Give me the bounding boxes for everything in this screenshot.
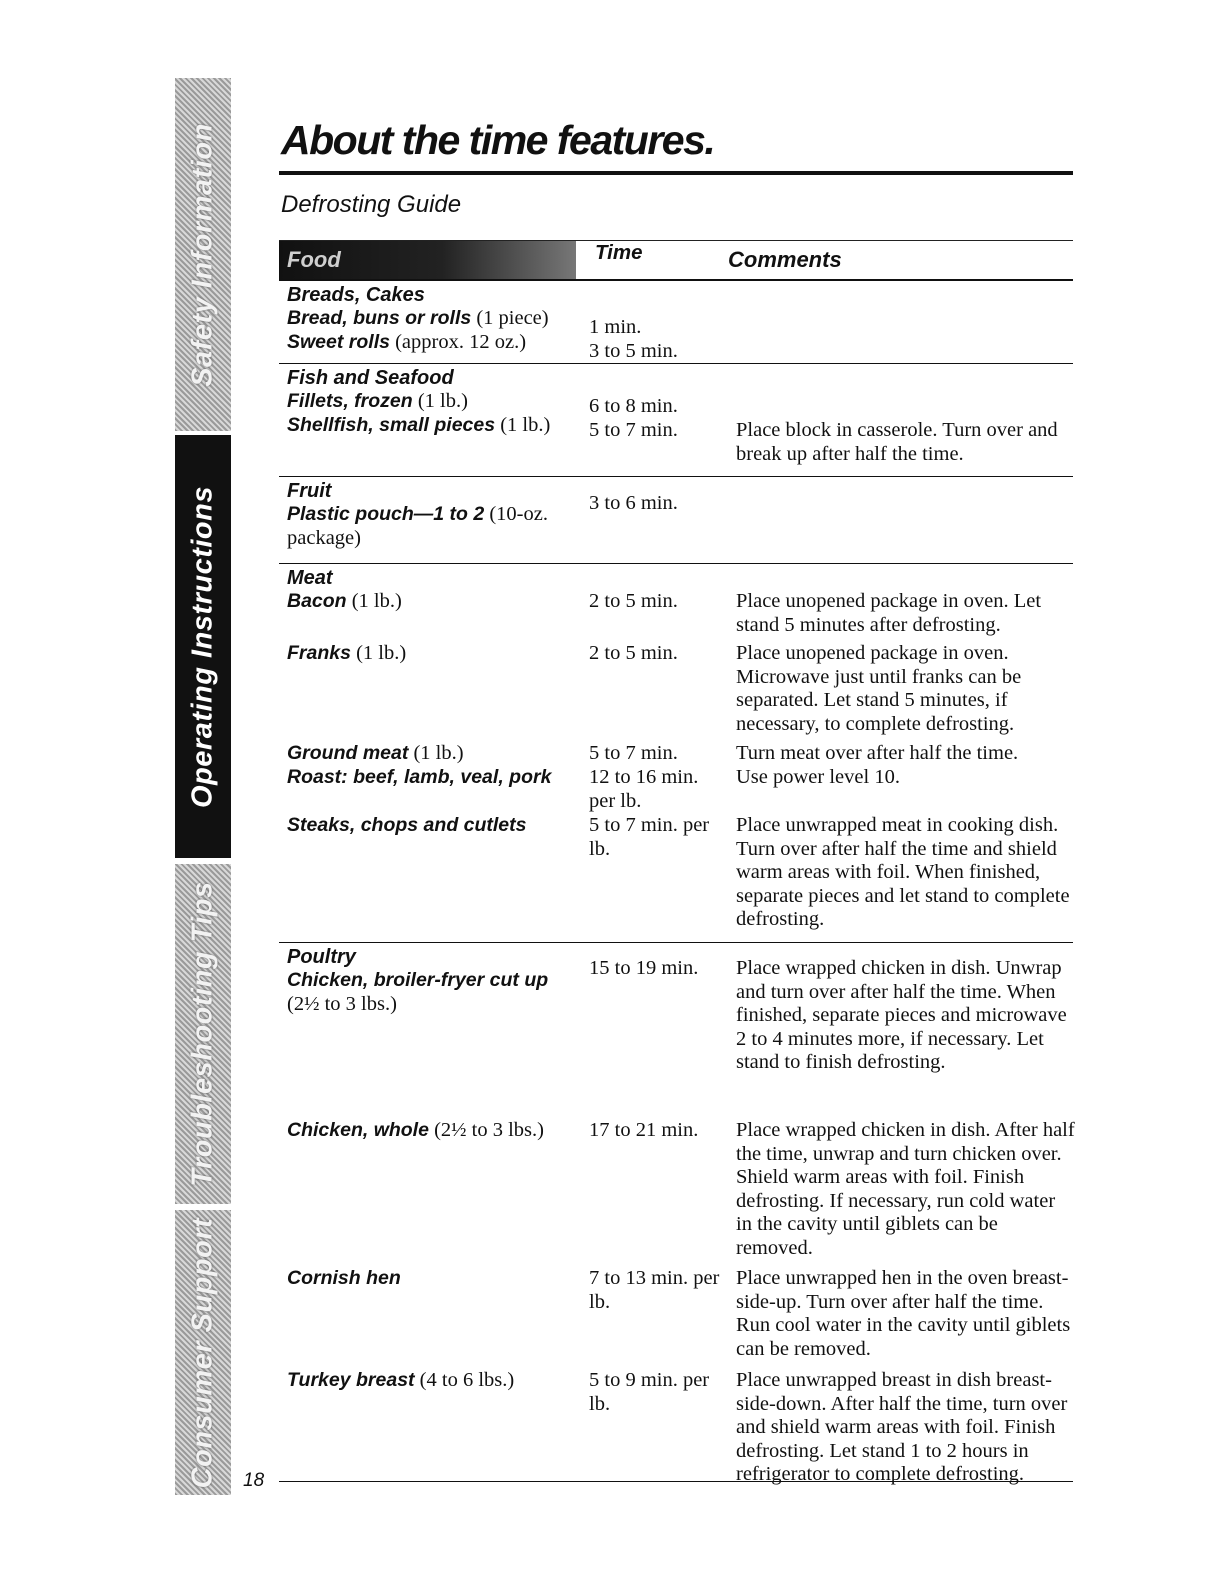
food-item-detail: (2½ to 3 lbs.) (428, 1119, 544, 1141)
table-row (279, 814, 1073, 934)
defrost-time: 17 to 21 min. (589, 1119, 699, 1141)
food-item (287, 414, 577, 438)
table-section (279, 364, 1073, 477)
comment: Use power level 10. (736, 766, 900, 788)
table-section (279, 477, 1073, 564)
defrost-time: 15 to 19 min. (589, 957, 699, 979)
food-item-name: Chicken, whole (287, 1119, 429, 1141)
section-title: Meat (287, 567, 333, 589)
tab-label: Safety Information (186, 122, 219, 387)
food-item-name: Turkey breast (287, 1369, 415, 1391)
table-body (279, 281, 1075, 1485)
defrost-time: 1 min. (589, 316, 642, 338)
table-section (279, 281, 1073, 364)
table-row (279, 1267, 1073, 1371)
food-item-detail: (4 to 6 lbs.) (414, 1369, 515, 1391)
food-item-name: Shellfish, small pieces (287, 414, 496, 436)
table-row (279, 590, 1073, 642)
comment: Place unwrapped breast in dish breast-side-down. After half the time, turn over and shield warm areas with foil. Finish defrosting. Let stand 1 to 2 hours in refrigerator to complete defrosting. (736, 1369, 1068, 1485)
food-item-detail: (1 lb.) (346, 590, 402, 612)
table-row (279, 307, 1073, 338)
food-item-name: Franks (287, 642, 351, 664)
food-item-name: Ground meat (287, 742, 409, 764)
food-item-detail: (approx. 12 oz.) (389, 331, 527, 353)
food-item (287, 969, 577, 1016)
table-row (279, 1119, 1073, 1267)
table-row (279, 492, 1073, 551)
table-row (279, 331, 1073, 362)
tab-label: Troubleshooting Tips (186, 881, 219, 1187)
table-row (279, 414, 1073, 465)
defrost-time: 2 to 5 min. (589, 590, 678, 612)
comment: Place unopened package in oven. Microwave just until franks can be separated. Let stand 5 minutes, if necessary, to complete defrosting. (736, 642, 1022, 735)
defrost-time: 5 to 7 min. (589, 419, 678, 441)
food-item (287, 1119, 577, 1143)
comment: Place wrapped chicken in dish. Unwrap and turn over after half the time. When finished, separate pieces and microwave 2 to 4 minutes more, if necessary. Let stand to finish defrosting. (736, 957, 1067, 1073)
food-item-name: Bacon (287, 590, 347, 612)
food-item (287, 307, 577, 331)
section-title: Breads, Cakes (287, 284, 425, 306)
food-item-name: Chicken, broiler-fryer cut up (287, 969, 549, 991)
food-item (287, 390, 577, 414)
section-title: Fruit (287, 480, 332, 502)
comment: Place unwrapped hen in the oven breast-side-up. Turn over after half the time. Run cool water in the cavity until giblets can be removed. (736, 1267, 1071, 1360)
food-item-detail: (1 lb.) (495, 414, 551, 436)
defrosting-table (279, 240, 1075, 1485)
table-row (279, 766, 1073, 814)
food-item-detail: (2½ to 3 lbs.) (287, 992, 397, 1015)
table-section (279, 943, 1075, 1485)
table-row (279, 390, 1073, 417)
tab-label: Consumer Support (186, 1217, 219, 1488)
defrost-time: 5 to 9 min. per lb. (589, 1369, 710, 1415)
food-item (287, 814, 577, 838)
food-item (287, 766, 577, 790)
comment: Place block in casserole. Turn over and break up after half the time. (736, 419, 1058, 465)
column-header-food (279, 241, 576, 279)
food-item (287, 590, 577, 614)
tab-operating-instructions[interactable] (175, 435, 231, 858)
table-section (279, 564, 1073, 943)
defrost-time: 5 to 7 min. (589, 742, 678, 764)
defrost-time: 3 to 6 min. (589, 492, 678, 514)
table-header (279, 240, 1073, 281)
food-item-detail: (1 piece) (471, 307, 549, 329)
defrost-time: 12 to 16 min. per lb. (589, 766, 699, 812)
defrost-time: 6 to 8 min. (589, 395, 678, 417)
food-item-name: Cornish hen (287, 1267, 401, 1289)
table-row (279, 642, 1073, 742)
food-item (287, 1369, 577, 1393)
column-header-time: Time (595, 241, 643, 264)
food-item-detail: (1 lb.) (408, 742, 464, 764)
page-title: About the time features. (281, 117, 715, 163)
comment: Place unopened package in oven. Let stand 5 minutes after defrosting. (736, 590, 1042, 636)
food-item-name: Sweet rolls (287, 331, 390, 353)
defrost-time: 7 to 13 min. per lb. (589, 1267, 720, 1313)
comment: Place wrapped chicken in dish. After half the time, unwrap and turn chicken over. Shield warm areas with foil. Finish defrosting. If necessary, run cold water in the cavity until giblets can be removed. (736, 1119, 1075, 1259)
food-item-detail: (1 lb.) (412, 390, 468, 412)
food-item-name: Roast: beef, lamb, veal, pork (287, 766, 552, 788)
food-item-name: Steaks, chops and cutlets (287, 814, 527, 836)
food-item-detail: (1 lb.) (350, 642, 407, 664)
column-header-comments: Comments (728, 247, 842, 272)
page-number: 18 (243, 1470, 265, 1491)
food-item (287, 642, 577, 666)
defrost-time: 3 to 5 min. (589, 340, 678, 362)
food-item (287, 503, 577, 550)
defrost-time: 5 to 7 min. per lb. (589, 814, 710, 860)
food-item-name: Plastic pouch—1 to 2 (287, 503, 485, 525)
sidebar-tabs (175, 78, 231, 1495)
section-title: Poultry (287, 946, 356, 968)
table-row (279, 1369, 1073, 1493)
food-item-name: Bread, buns or rolls (287, 307, 472, 329)
subtitle: Defrosting Guide (281, 191, 462, 218)
tab-label: Operating Instructions (186, 485, 219, 808)
tab-consumer-support[interactable] (175, 1210, 231, 1495)
table-row (279, 742, 1073, 766)
food-item (287, 331, 577, 355)
column-header-food-label: Food (287, 247, 341, 272)
section-title: Fish and Seafood (287, 367, 454, 389)
title-rule (279, 171, 1073, 175)
comment: Place unwrapped meat in cooking dish. Turn over after half the time and shield warm areas with foil. When finished, separate pieces and let stand to complete defrosting. (736, 814, 1070, 930)
tab-troubleshooting-tips[interactable] (175, 864, 231, 1204)
food-item (287, 742, 577, 766)
comment: Turn meat over after half the time. (736, 742, 1019, 764)
food-item-name: Fillets, frozen (287, 390, 413, 412)
defrost-time: 2 to 5 min. (589, 642, 678, 664)
food-item-detail: (10-oz. package) (287, 503, 548, 549)
tab-safety-information[interactable] (175, 78, 231, 431)
food-item (287, 1267, 577, 1291)
